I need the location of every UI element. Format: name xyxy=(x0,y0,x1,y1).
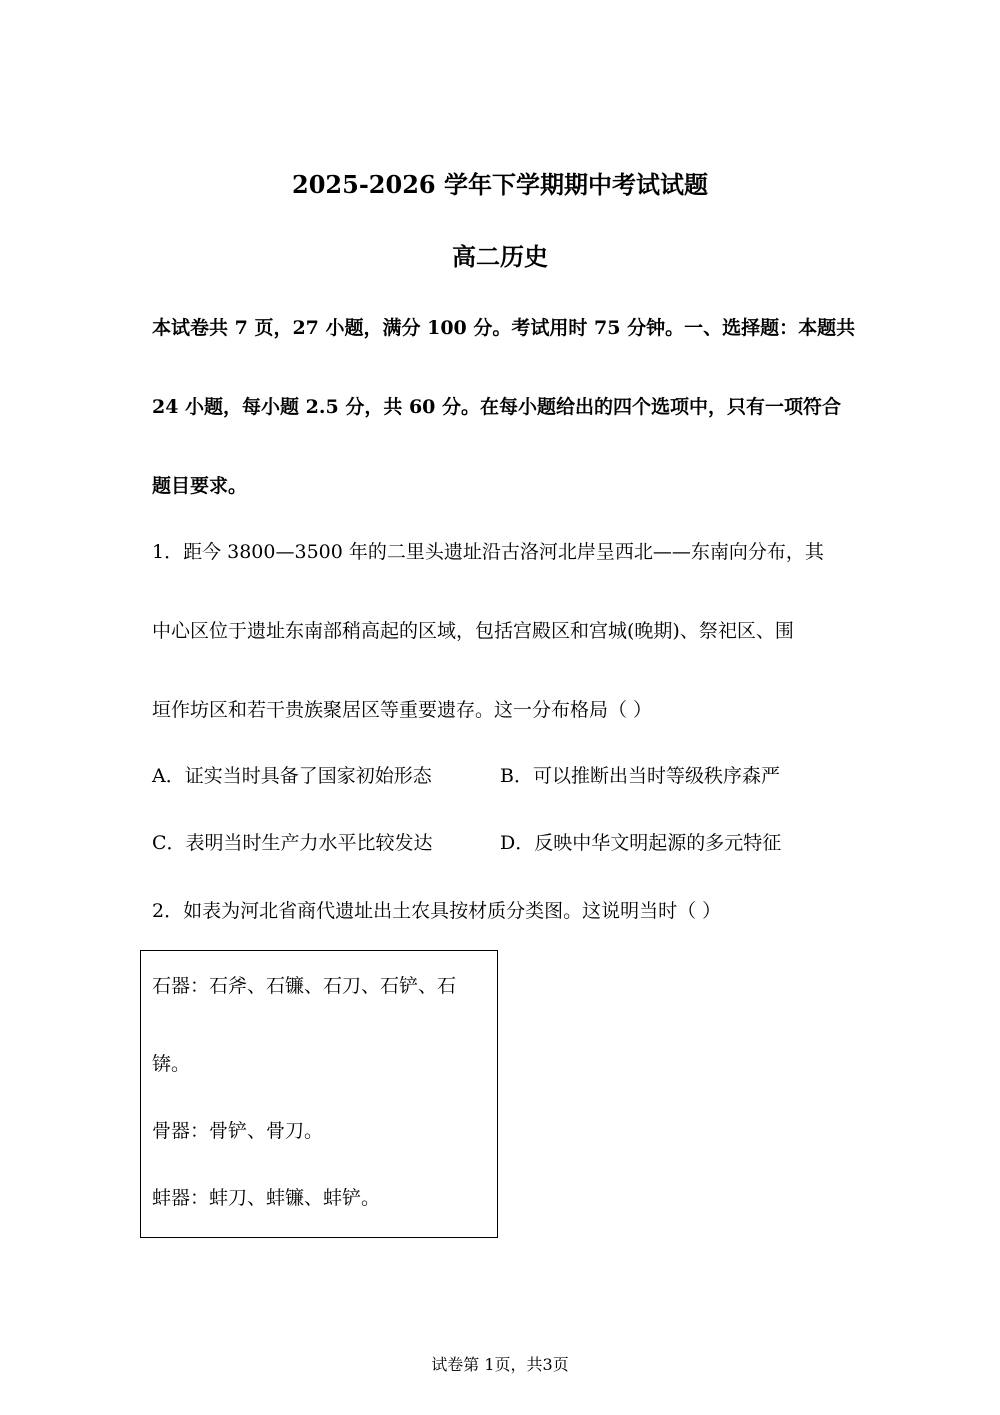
table-line-stone: 石器：石斧、石镰、石刀、石铲、石 xyxy=(152,975,457,997)
page-footer: 试卷第 1页，共3页 xyxy=(431,1355,569,1374)
exam-title: 2025-2026 学年下学期期中考试试题 xyxy=(292,170,708,199)
table-line-bone: 骨器：骨铲、骨刀。 xyxy=(152,1120,324,1142)
table-line-shell: 蚌器：蚌刀、蚌镰、蚌铲。 xyxy=(152,1187,381,1209)
instructions-line-1: 本试卷共 7 页，27 小题，满分 100 分。考试用时 75 分钟。一、选择题：本题共 xyxy=(152,317,856,339)
question-2-stem: 2．如表为河北省商代遗址出土农具按材质分类图。这说明当时（ ） xyxy=(152,900,722,922)
question-2-table xyxy=(140,950,498,1238)
instructions-line-3: 题目要求。 xyxy=(152,475,248,497)
instructions-line-2: 24 小题，每小题 2.5 分，共 60 分。在每小题给出的四个选项中，只有一项符合 xyxy=(152,396,842,418)
question-1-option-a: A．证实当时具备了国家初始形态 xyxy=(152,765,432,787)
question-1-option-c: C．表明当时生产力水平比较发达 xyxy=(152,832,433,854)
question-1-option-d: D．反映中华文明起源的多元特征 xyxy=(500,832,782,854)
question-1-stem-line-3: 垣作坊区和若干贵族聚居区等重要遗存。这一分布格局（ ） xyxy=(152,699,653,721)
exam-subject: 高二历史 xyxy=(452,242,548,271)
table-line-stone-cont: 锛。 xyxy=(152,1053,191,1075)
question-1-stem-line-2: 中心区位于遗址东南部稍高起的区域，包括宫殿区和宫城(晚期)、祭祀区、围 xyxy=(152,620,794,642)
question-1-stem-line-1: 1．距今 3800—3500 年的二里头遗址沿古洛河北岸呈西北——东南向分布，其 xyxy=(152,541,824,563)
question-1-option-b: B．可以推断出当时等级秩序森严 xyxy=(500,765,780,787)
